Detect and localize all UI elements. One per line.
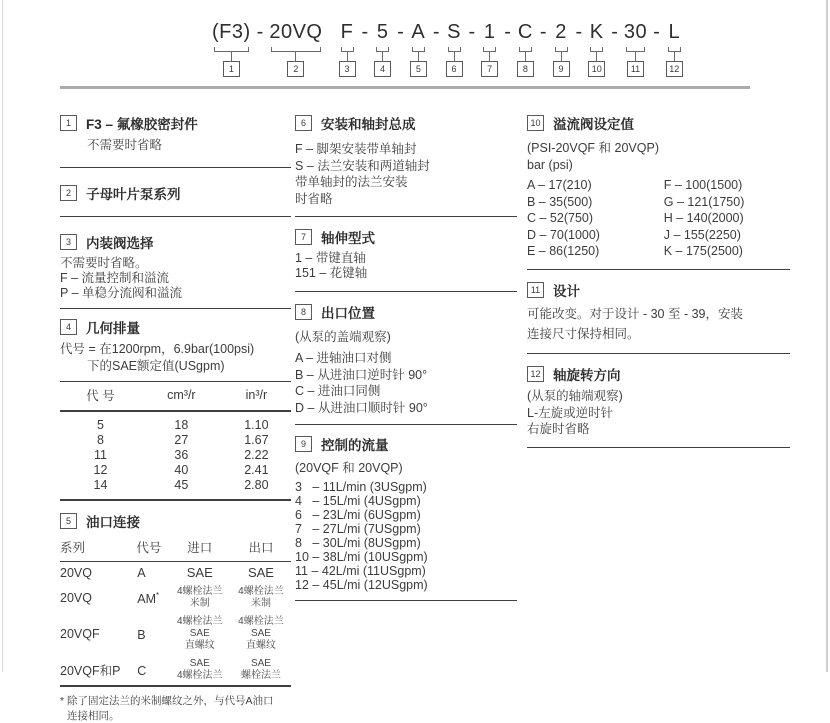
cell: 18 bbox=[174, 418, 189, 433]
code-separator: - bbox=[256, 21, 264, 43]
code-separator: - bbox=[539, 21, 547, 43]
section-text: L-左旋或逆时针 bbox=[527, 405, 614, 420]
series-cell: 20VQF和P bbox=[60, 664, 121, 679]
code-cell bbox=[129, 613, 168, 655]
series-cell: 20VQF bbox=[60, 627, 100, 642]
code-separator: - bbox=[504, 21, 511, 43]
segment-text: (F3) bbox=[212, 21, 251, 43]
relief-item: F – 100(1500) bbox=[663, 178, 743, 192]
table-footnote: * 除了固定法兰的米制螺纹之外，与代号A油口 连接相同。 bbox=[60, 695, 274, 722]
segment-number: 10 bbox=[588, 61, 605, 77]
section-text: 不需要时省略。 bbox=[60, 255, 148, 270]
table-row bbox=[60, 463, 291, 478]
section-title: 控制的流量 bbox=[321, 438, 389, 453]
segment-text: S bbox=[447, 21, 461, 43]
cell: 8 bbox=[96, 433, 104, 448]
code-separator: - bbox=[575, 21, 583, 43]
section-text: 下的SAE额定值(USgpm) bbox=[87, 358, 225, 373]
relief-item: G – 121(1750) bbox=[663, 194, 745, 209]
stem bbox=[674, 52, 675, 61]
segment-text: L bbox=[668, 21, 681, 43]
segment-number: 3 bbox=[339, 61, 356, 77]
section-text: 带单轴封的法兰安装 bbox=[295, 175, 408, 189]
segment-number: 5 bbox=[410, 61, 427, 77]
section-number: 5 bbox=[60, 513, 77, 529]
code-value: AM bbox=[137, 591, 157, 606]
relief-item: K – 175(2500) bbox=[663, 244, 743, 258]
table-row bbox=[60, 478, 291, 500]
flow-item: 11 – 42L/mi (11USgpm) bbox=[295, 564, 426, 578]
column-header: cm³/r bbox=[141, 382, 222, 412]
flow-item: 10 – 38L/mi (10USgpm) bbox=[295, 550, 428, 564]
column-header: 出口 bbox=[231, 535, 291, 562]
table-row bbox=[60, 583, 291, 613]
segment-number: 4 bbox=[374, 61, 391, 77]
section-number: 8 bbox=[295, 304, 312, 320]
section-number: 12 bbox=[527, 366, 544, 382]
flow-item: 3 – 11L/min (3USgpm) bbox=[295, 480, 427, 494]
divider bbox=[60, 308, 291, 309]
segment-text: 30 bbox=[623, 21, 648, 43]
table-row bbox=[60, 613, 291, 655]
section-number: 4 bbox=[60, 319, 77, 335]
divider bbox=[527, 353, 790, 354]
section-text: S – 法兰安装和两道轴封 bbox=[295, 158, 430, 173]
divider bbox=[60, 167, 291, 168]
section-9 bbox=[295, 434, 517, 592]
section-number: 11 bbox=[527, 282, 544, 298]
section-title: 几何排量 bbox=[86, 321, 140, 337]
relief-item: D – 70(1000) bbox=[527, 227, 600, 242]
relief-settings-left bbox=[527, 177, 664, 260]
series-cell: 20VQ bbox=[60, 565, 92, 580]
model-code-segment-9 bbox=[553, 20, 570, 77]
stem bbox=[295, 52, 296, 61]
segment-text: F bbox=[340, 21, 354, 43]
cell: 27 bbox=[174, 433, 189, 448]
section-title: 轴旋转方向 bbox=[553, 368, 621, 383]
cell: 11 bbox=[93, 448, 107, 463]
section-text: 不需要时省略 bbox=[87, 138, 163, 152]
model-code-segment-5 bbox=[410, 20, 427, 77]
column-header: 系列 bbox=[60, 535, 129, 562]
segment-text: 5 bbox=[376, 21, 389, 43]
relief-item: B – 35(500) bbox=[527, 194, 593, 209]
stem bbox=[347, 52, 348, 61]
table-row bbox=[60, 562, 291, 584]
series-cell: 20VQ bbox=[60, 591, 92, 606]
stem bbox=[635, 52, 636, 61]
code-value: C bbox=[137, 663, 147, 678]
segment-text: 20VQ bbox=[269, 21, 323, 43]
section-title: 安装和轴封总成 bbox=[321, 117, 416, 132]
model-code-segment-2 bbox=[269, 20, 322, 77]
code-separator: - bbox=[611, 21, 618, 43]
section-number: 9 bbox=[295, 436, 312, 452]
outlet-cell: 4螺栓法兰 SAE 直螺纹 bbox=[238, 616, 284, 652]
section-text: P – 单稳分流阀和溢流 bbox=[60, 286, 183, 300]
cell: 2.41 bbox=[244, 463, 269, 478]
section-text: 151 – 花键轴 bbox=[295, 266, 368, 281]
port-connection-table bbox=[60, 535, 291, 687]
section-title: 溢流阀设定值 bbox=[553, 117, 634, 132]
section-number: 6 bbox=[295, 115, 312, 131]
segment-text: C bbox=[517, 21, 533, 43]
cell: 5 bbox=[96, 418, 104, 433]
relief-item: H – 140(2000) bbox=[663, 211, 744, 225]
section-title: 出口位置 bbox=[321, 305, 375, 321]
cell: 2.22 bbox=[244, 448, 269, 463]
section-subtitle: (从泵的盖端观察) bbox=[295, 329, 391, 344]
model-code-segment-10 bbox=[588, 20, 605, 77]
section-5 bbox=[60, 511, 291, 723]
section-title: F3 – 氟橡胶密封件 bbox=[86, 117, 198, 132]
model-code-segment-1 bbox=[212, 20, 251, 77]
relief-item: J – 155(2250) bbox=[663, 227, 741, 242]
divider bbox=[295, 216, 517, 217]
code-cell bbox=[129, 562, 168, 584]
section-title: 内装阀选择 bbox=[86, 235, 154, 251]
segment-number: 8 bbox=[517, 61, 534, 77]
left-column bbox=[60, 100, 291, 723]
section-text: 代号 = 在1200rpm，6.9bar(100psi) bbox=[60, 342, 255, 357]
model-code bbox=[212, 20, 683, 77]
section-subtitle: (20VQF 和 20VQP) bbox=[295, 461, 403, 475]
relief-item: E – 86(1250) bbox=[527, 244, 600, 258]
relief-settings bbox=[527, 177, 790, 260]
segment-text: K bbox=[589, 21, 604, 43]
column-header: 代 号 bbox=[60, 382, 141, 412]
divider bbox=[295, 600, 517, 601]
section-2 bbox=[60, 183, 291, 203]
segment-number: 1 bbox=[223, 61, 240, 77]
table-row bbox=[60, 448, 291, 463]
table-row bbox=[60, 411, 291, 433]
model-code-segment-7 bbox=[481, 20, 498, 77]
section-text: 时省略 bbox=[295, 191, 333, 206]
section-7 bbox=[295, 227, 517, 282]
model-code-segment-6 bbox=[446, 20, 463, 77]
stem bbox=[525, 52, 526, 61]
section-3 bbox=[60, 232, 291, 302]
section-title: 子母叶片泵系列 bbox=[86, 186, 181, 202]
section-text: (从泵的轴端观察) bbox=[527, 389, 623, 403]
section-number: 2 bbox=[60, 185, 77, 201]
cell: 1.67 bbox=[244, 433, 269, 448]
inlet-cell: 4螺栓法兰 SAE 直螺纹 bbox=[176, 616, 223, 652]
column-header: in³/r bbox=[222, 382, 291, 412]
segment-number: 6 bbox=[446, 61, 463, 77]
segment-text: 1 bbox=[483, 21, 496, 43]
section-text: B – 从进油口逆时针 90° bbox=[295, 367, 428, 382]
divider bbox=[527, 447, 790, 448]
flow-item: 8 – 30L/mi (8USgpm) bbox=[295, 536, 421, 550]
outlet-cell: SAE 螺栓法兰 bbox=[240, 658, 281, 682]
displacement-table bbox=[60, 381, 291, 501]
section-text: F – 脚架安装带单轴封 bbox=[295, 142, 417, 156]
code-cell bbox=[129, 655, 168, 686]
flow-item: 12 – 45L/mi (12USgpm) bbox=[295, 578, 428, 592]
section-text: F – 流量控制和溢流 bbox=[60, 270, 170, 285]
stem bbox=[561, 52, 562, 61]
section-subtitle: bar (psi) bbox=[527, 157, 573, 172]
cell: 1.10 bbox=[244, 418, 269, 433]
section-6 bbox=[295, 113, 517, 207]
cell: 2.80 bbox=[244, 478, 269, 493]
section-11 bbox=[527, 280, 790, 345]
cell: 36 bbox=[174, 448, 189, 463]
divider bbox=[295, 424, 517, 425]
column-header: 进口 bbox=[169, 535, 231, 562]
code-separator: - bbox=[361, 21, 369, 43]
section-text: 可能改变。对于设计 - 30 至 - 39，安装 bbox=[527, 306, 743, 321]
section-title: 轴伸型式 bbox=[321, 231, 375, 246]
segment-number: 9 bbox=[553, 61, 570, 77]
model-code-segment-8 bbox=[517, 20, 534, 77]
middle-column bbox=[295, 100, 517, 601]
outlet-cell: 4螺栓法兰 米制 bbox=[238, 586, 284, 610]
code-separator: - bbox=[653, 21, 660, 43]
section-text: 右旋时省略 bbox=[527, 422, 590, 436]
column-header: 代号 bbox=[129, 535, 168, 562]
table-row bbox=[60, 433, 291, 448]
model-code-segment-4 bbox=[374, 20, 391, 77]
inlet-cell: 4螺栓法兰 米制 bbox=[176, 586, 223, 610]
section-number: 1 bbox=[60, 115, 77, 131]
outlet-cell: SAE bbox=[247, 565, 274, 581]
stem bbox=[382, 52, 383, 61]
segment-number: 7 bbox=[481, 61, 498, 77]
page-left-edge bbox=[2, 0, 3, 672]
code-separator: - bbox=[468, 21, 476, 43]
model-code-segment-12 bbox=[666, 20, 683, 77]
section-text: 连接尺寸保持相同。 bbox=[527, 326, 640, 341]
section-4 bbox=[60, 317, 291, 501]
segment-number: 2 bbox=[287, 61, 304, 77]
divider bbox=[60, 216, 291, 217]
model-code-segment-3 bbox=[339, 20, 356, 77]
inlet-cell: SAE bbox=[186, 565, 213, 581]
section-subtitle: (PSI-20VQF 和 20VQP) bbox=[527, 141, 659, 155]
section-12 bbox=[527, 364, 790, 438]
section-text: D – 从进油口顺时针 90° bbox=[295, 400, 428, 415]
code-cell bbox=[129, 583, 168, 613]
segment-number: 11 bbox=[627, 61, 644, 77]
segment-number: 12 bbox=[666, 61, 683, 77]
flow-item: 4 – 15L/mi (4USgpm) bbox=[295, 494, 421, 508]
stem bbox=[454, 52, 455, 61]
segment-text: A bbox=[411, 21, 426, 43]
divider bbox=[295, 291, 517, 292]
segment-text: 2 bbox=[555, 21, 567, 43]
section-1 bbox=[60, 113, 291, 154]
cell: 12 bbox=[93, 463, 108, 478]
model-code-segment-11 bbox=[624, 20, 647, 77]
code-value: A bbox=[137, 566, 146, 581]
section-number: 7 bbox=[295, 229, 312, 245]
footnote-marker: * bbox=[156, 590, 160, 600]
section-number: 10 bbox=[527, 115, 544, 131]
cell: 14 bbox=[93, 478, 108, 493]
section-title: 油口连接 bbox=[86, 515, 140, 531]
section-10 bbox=[527, 113, 790, 260]
inlet-cell: SAE 4螺栓法兰 bbox=[176, 658, 223, 682]
section-8 bbox=[295, 302, 517, 417]
relief-item: C – 52(750) bbox=[527, 211, 594, 225]
flow-item: 7 – 27L/mi (7USgpm) bbox=[295, 522, 421, 536]
relief-item: A – 17(210) bbox=[527, 178, 592, 192]
section-number: 3 bbox=[60, 234, 77, 250]
code-value: B bbox=[137, 627, 146, 642]
divider bbox=[527, 269, 790, 270]
page-right-edge bbox=[826, 0, 828, 672]
relief-settings-right bbox=[664, 177, 745, 260]
stem bbox=[596, 52, 597, 61]
code-separator: - bbox=[397, 21, 404, 43]
section-title: 设计 bbox=[553, 283, 580, 299]
cell: 45 bbox=[174, 478, 189, 493]
code-separator: - bbox=[432, 21, 440, 43]
stem bbox=[418, 52, 419, 61]
flow-item: 6 – 23L/mi (6USgpm) bbox=[295, 508, 421, 522]
stem bbox=[489, 52, 490, 61]
header-rule bbox=[60, 86, 750, 89]
table-row bbox=[60, 655, 291, 686]
stem bbox=[231, 52, 232, 61]
cell: 40 bbox=[174, 463, 189, 478]
section-text: A – 进轴油口对侧 bbox=[295, 351, 392, 365]
section-text: C – 进油口同侧 bbox=[295, 384, 381, 398]
section-text: 1 – 带键直轴 bbox=[295, 251, 366, 265]
right-column bbox=[527, 100, 790, 448]
